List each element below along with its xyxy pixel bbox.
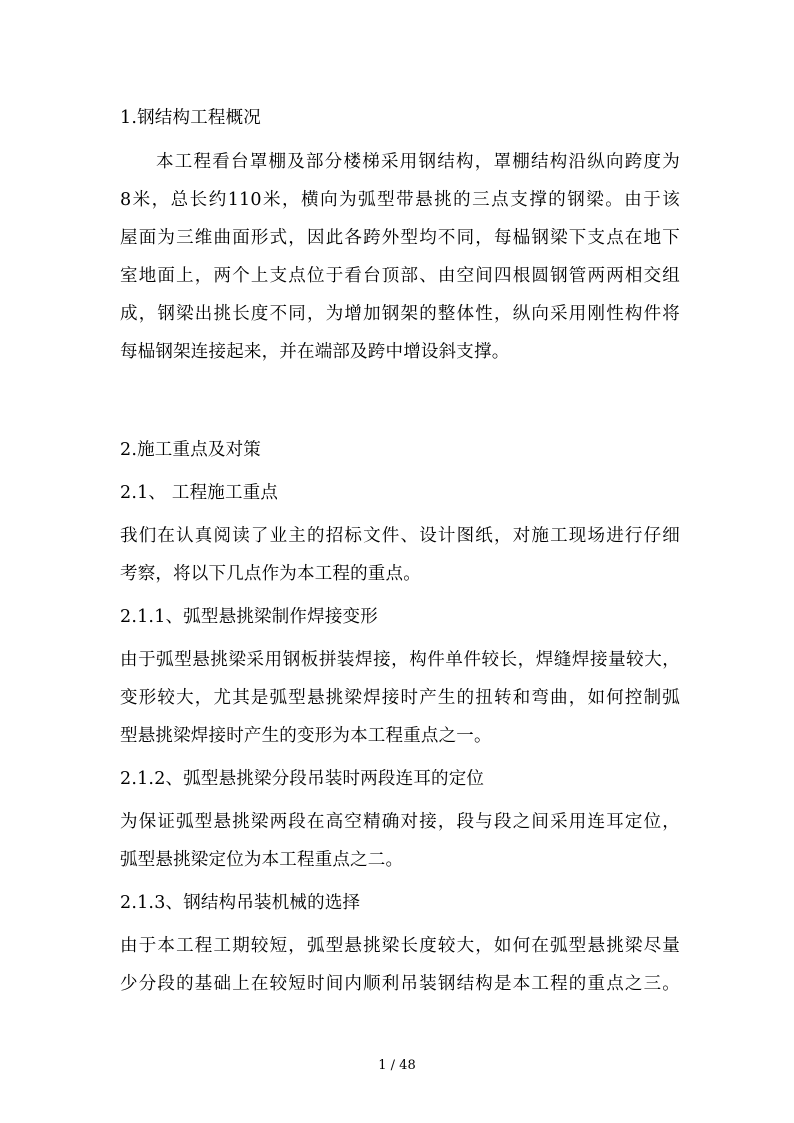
section-heading-2: 2.施工重点及对策 bbox=[120, 440, 261, 460]
paragraph-line: 室地面上，两个上支点位于看台顶部、由空间四根圆钢管两两相交组 bbox=[120, 266, 680, 286]
paragraph-line: 由于弧型悬挑梁采用钢板拼装焊接，构件单件较长，焊缝焊接量较大， bbox=[120, 650, 680, 670]
paragraph-line: 少分段的基础上在较短时间内顺利吊装钢结构是本工程的重点之三。 bbox=[120, 974, 680, 994]
paragraph-line: 屋面为三维曲面形式，因此各跨外型均不同，每榀钢梁下支点在地下 bbox=[120, 228, 680, 248]
paragraph-line: 由于本工程工期较短，弧型悬挑梁长度较大，如何在弧型悬挑梁尽量 bbox=[120, 936, 680, 956]
paragraph-line: 我们在认真阅读了业主的招标文件、设计图纸，对施工现场进行仔细 bbox=[120, 526, 680, 546]
page-number: 1 / 48 bbox=[378, 1058, 416, 1073]
subsection-heading-2-1-1: 2.1.1、弧型悬挑梁制作焊接变形 bbox=[120, 607, 378, 627]
paragraph-line: 成，钢梁出挑长度不同，为增加钢架的整体性，纵向采用刚性构件将 bbox=[120, 304, 680, 324]
paragraph-line: 为保证弧型悬挑梁两段在高空精确对接，段与段之间采用连耳定位， bbox=[120, 812, 680, 832]
paragraph-line: 考察，将以下几点作为本工程的重点。 bbox=[120, 564, 421, 584]
paragraph-line: 弧型悬挑梁定位为本工程重点之二。 bbox=[120, 850, 404, 870]
section-heading-1: 1.钢结构工程概况 bbox=[120, 108, 261, 128]
subsection-heading-2-1-3: 2.1.3、钢结构吊装机械的选择 bbox=[120, 893, 361, 913]
subsection-heading-2-1-2: 2.1.2、弧型悬挑梁分段吊装时两段连耳的定位 bbox=[120, 769, 485, 789]
paragraph-line: 8米，总长约110米，横向为弧型带悬挑的三点支撑的钢梁。由于该 bbox=[120, 190, 680, 210]
paragraph-line: 型悬挑梁焊接时产生的变形为本工程重点之一。 bbox=[120, 726, 492, 746]
subsection-heading-2-1: 2.1、 工程施工重点 bbox=[120, 483, 279, 503]
paragraph-line: 每榀钢架连接起来，并在端部及跨中增设斜支撑。 bbox=[120, 342, 510, 362]
paragraph-line: 变形较大，尤其是弧型悬挑梁焊接时产生的扭转和弯曲，如何控制弧 bbox=[120, 688, 680, 708]
paragraph-line: 本工程看台罩棚及部分楼梯采用钢结构，罩棚结构沿纵向跨度为 bbox=[156, 152, 680, 172]
